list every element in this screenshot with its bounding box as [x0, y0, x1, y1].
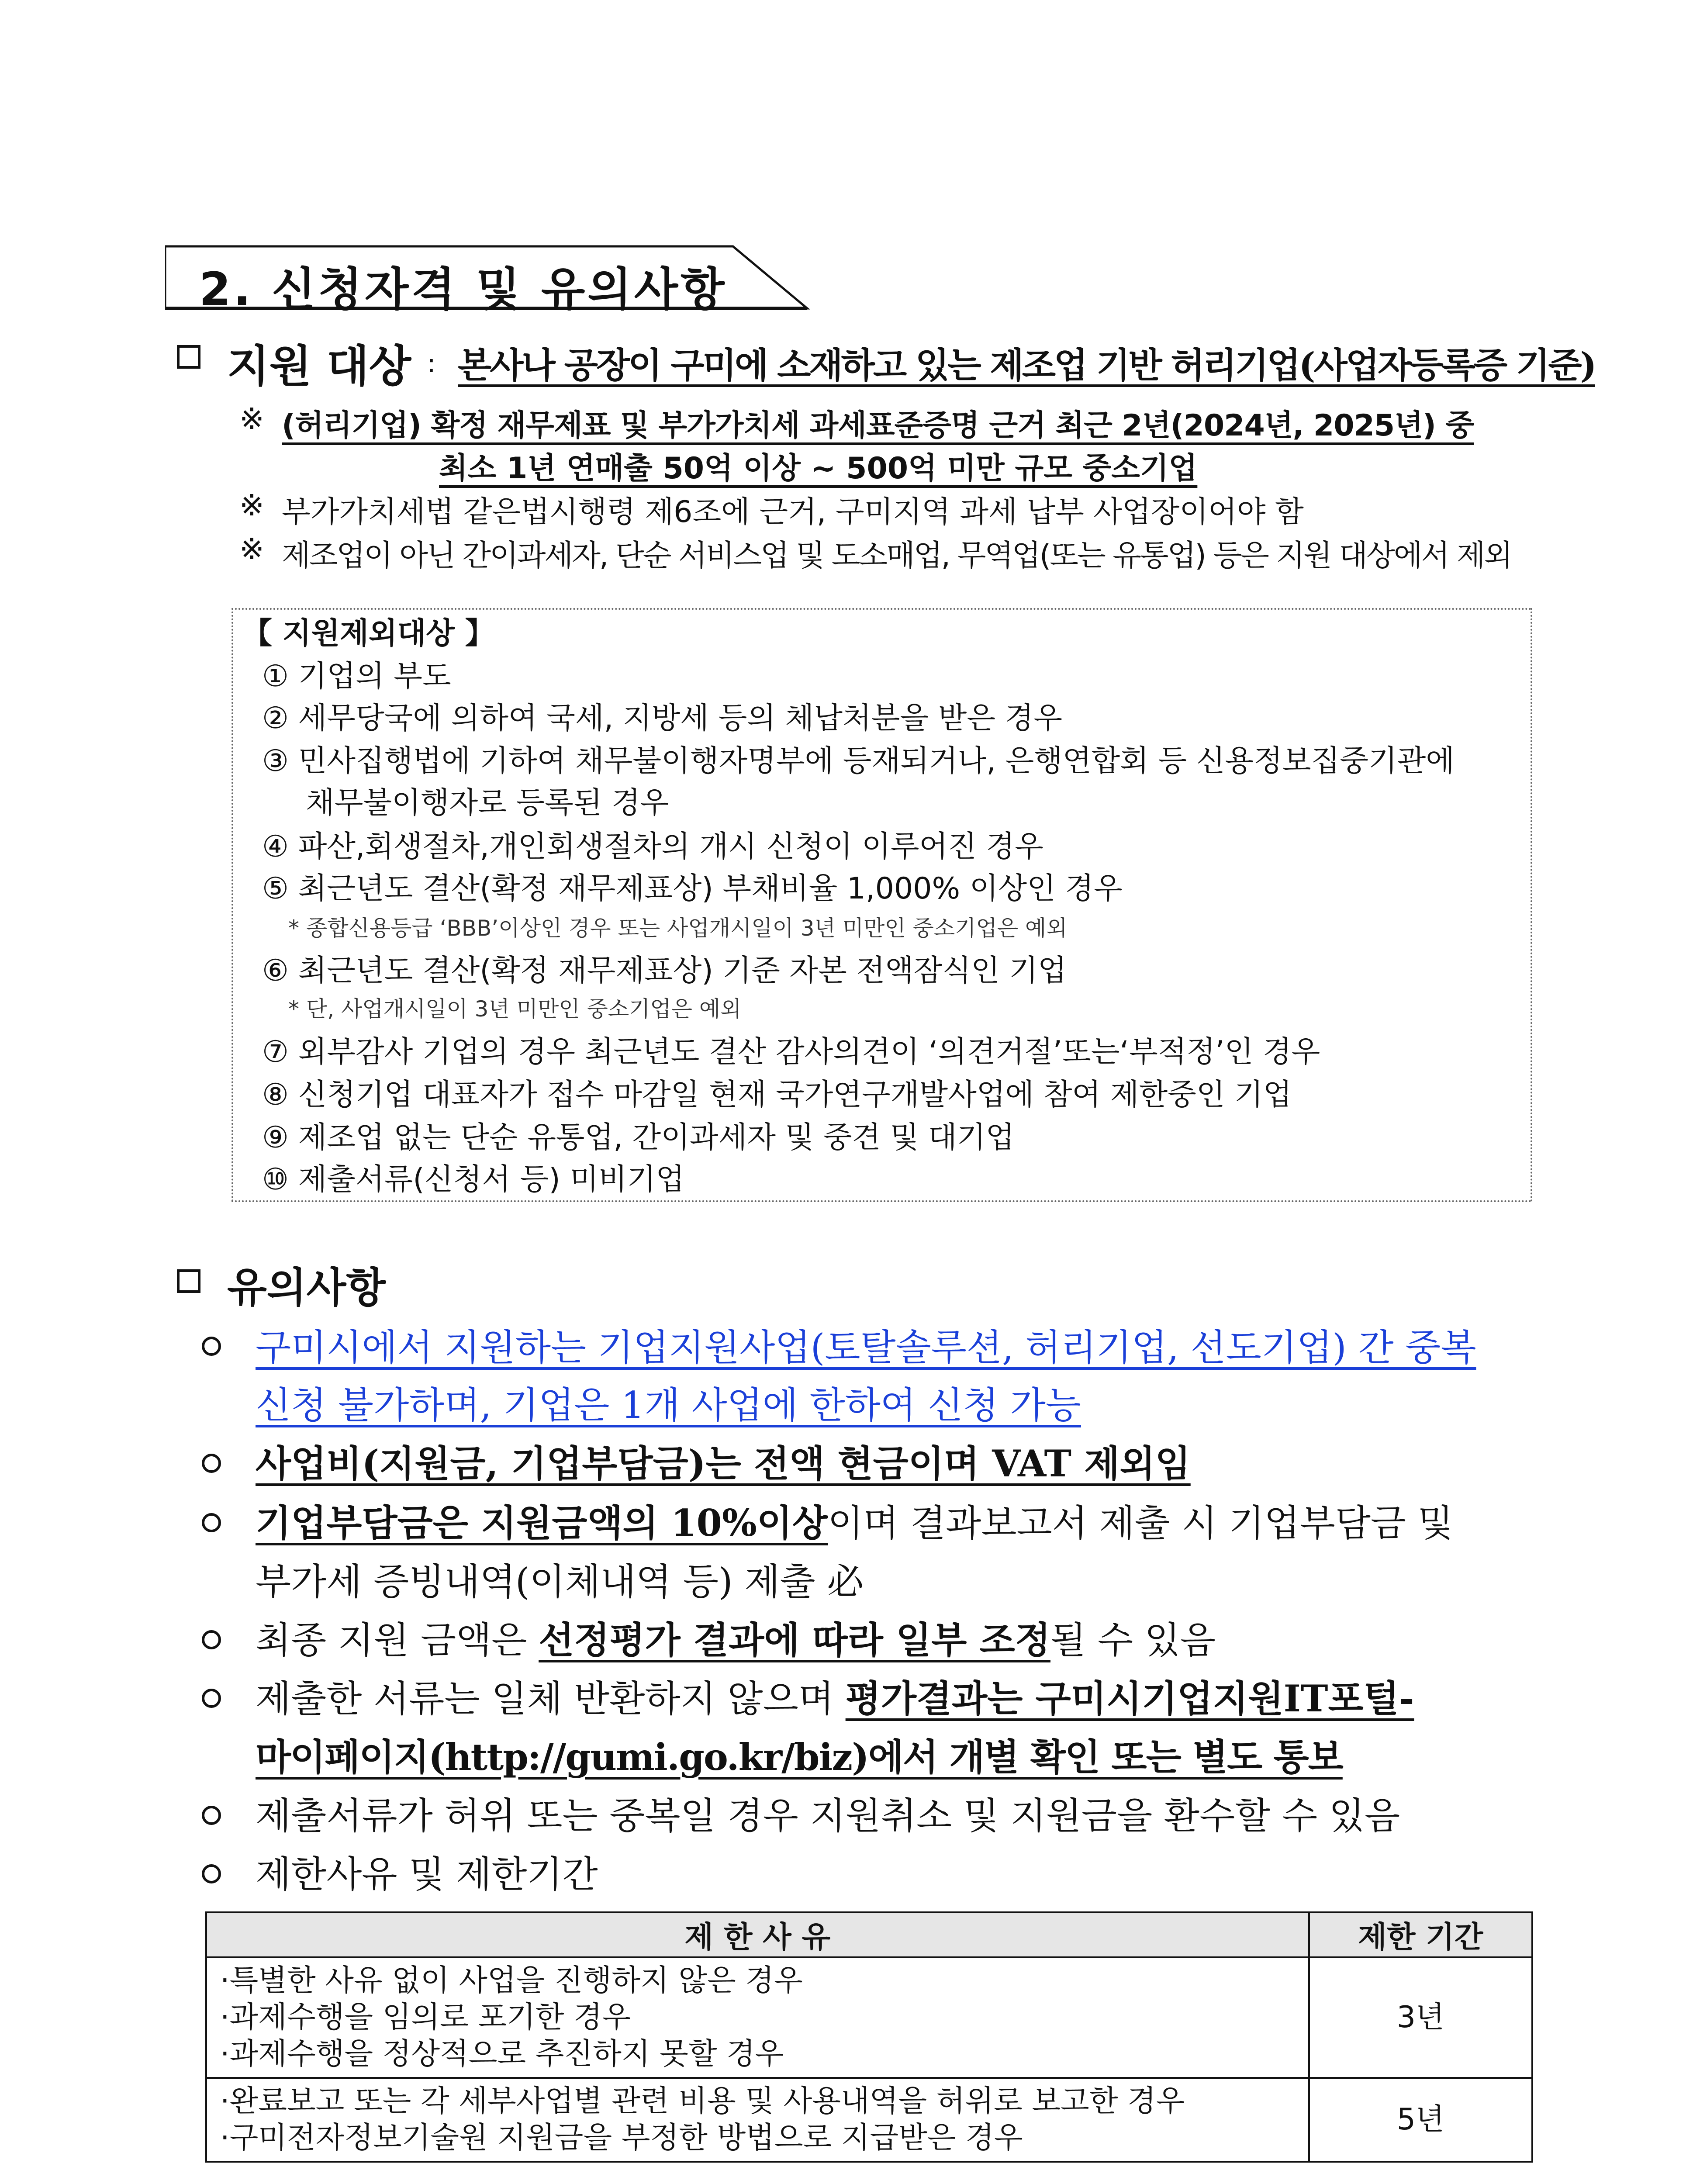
bullet-icon	[202, 1454, 221, 1473]
reason-line: ·구미전자정보기술원 지원금을 부정한 방법으로 지급받은 경우	[220, 2121, 1023, 2155]
target-checkbox	[177, 345, 200, 370]
notice-false-documents: 제출서류가 허위 또는 중복일 경우 지원취소 및 지원금을 환수할 수 있음	[256, 1794, 1400, 1837]
table-header-row	[206, 1912, 1532, 1957]
reason-cell	[206, 2078, 1309, 2162]
exclusion-item: ⑨ 제조업 없는 단순 유통업, 간이과세자 및 중견 및 대기업	[262, 1120, 1015, 1155]
exclusion-item: ③ 민사집행법에 기하여 채무불이행자명부에 등재되거나, 은행연합회 등 신용정보집중기관에	[262, 744, 1455, 778]
notice-duplicate-line2: 신청 불가하며, 기업은 1개 사업에 한하여 신청 가능	[256, 1384, 1081, 1427]
note-vat-law: 부가가치세법 같은법시행령 제6조에 근거, 구미지역 과세 납부 사업장이어야 함	[282, 495, 1304, 529]
notice-documents-line2: 마이페이지(http://gumi.go.kr/biz)에서 개별 확인 또는 별도 통보	[256, 1735, 1343, 1779]
exclusion-item: ⑤ 최근년도 결산(확정 재무제표상) 부채비율 1,000% 이상인 경우	[262, 871, 1123, 906]
bullet-icon	[202, 1337, 221, 1356]
exclusion-subnote: * 단, 사업개시일이 3년 미만인 중소기업은 예외	[288, 996, 742, 1022]
bullet-icon	[202, 1864, 221, 1883]
notice-company-share-line1: 기업부담금은 지원금액의 10%이상이며 결과보고서 제출 시 기업부담금 및	[256, 1501, 1453, 1545]
exclusion-item: ⑧ 신청기업 대표자가 접수 마감일 현재 국가연구개발사업에 참여 제한중인 기업	[262, 1078, 1292, 1112]
notice-heading: 유의사항	[227, 1264, 386, 1312]
target-heading: 지원 대상	[227, 341, 411, 392]
bullet-icon	[202, 1513, 221, 1532]
reason-cell	[206, 1957, 1309, 2078]
reason-line: ·특별한 사유 없이 사업을 진행하지 않은 경우	[220, 1963, 803, 1998]
section-title: 2. 신청자격 및 유의사항	[199, 263, 727, 316]
bullet-icon	[202, 1630, 221, 1649]
header-period: 제한 기간	[1309, 1912, 1532, 1957]
notice-documents-line1: 제출한 서류는 일체 반환하지 않으며 평가결과는 구미시기업지원IT포털-	[256, 1677, 1414, 1720]
notice-company-share-line2: 부가세 증빙내역(이체내역 등) 제출 必	[256, 1560, 864, 1603]
target-description: 본사나 공장이 구미에 소재하고 있는 제조업 기반 허리기업(사업자등록증 기준)	[458, 345, 1595, 386]
exclusion-item-continued: 채무불이행자로 등록된 경우	[306, 786, 669, 820]
section-header	[165, 245, 812, 316]
exclusion-subnote: * 종합신용등급 ‘BBB’이상인 경우 또는 사업개시일이 3년 미만인 중소기업은 예외	[288, 916, 1068, 941]
notice-cash-vat: 사업비(지원금, 기업부담금)는 전액 현금이며 VAT 제외임	[256, 1442, 1191, 1485]
exclusion-item: ⑥ 최근년도 결산(확정 재무제표상) 기준 자본 전액잠식인 기업	[262, 954, 1067, 988]
note-yearly-sales-line1: (허리기업) 확정 재무제표 및 부가가치세 과세표준증명 근거 최근 2년(2024년, 2025년) 중	[282, 408, 1474, 443]
exclusion-title: 【 지원제외대상 】	[242, 616, 495, 651]
bullet-icon	[202, 1806, 221, 1825]
exclusion-item: ① 기업의 부도	[262, 659, 451, 694]
reason-line: ·완료보고 또는 각 세부사업별 관련 비용 및 사용내역을 허위로 보고한 경우	[220, 2084, 1185, 2118]
restriction-table	[205, 1911, 1533, 2163]
reason-line: ·과제수행을 정상적으로 추진하지 못할 경우	[220, 2037, 784, 2071]
bullet-icon	[202, 1689, 221, 1708]
exclusion-item: ② 세무당국에 의하여 국세, 지방세 등의 체납처분을 받은 경우	[262, 701, 1063, 736]
note-mark: ※	[239, 402, 264, 436]
header-reason: 제 한 사 유	[206, 1912, 1309, 1957]
note-yearly-sales-line2: 최소 1년 연매출 50억 이상 ~ 500억 미만 규모 중소기업	[439, 451, 1198, 486]
notice-final-amount: 최종 지원 금액은 선정평가 결과에 따라 일부 조정될 수 있음	[256, 1618, 1216, 1662]
exclusion-item: ⑩ 제출서류(신청서 등) 미비기업	[262, 1162, 685, 1197]
notice-restriction-title: 제한사유 및 제한기간	[256, 1853, 598, 1896]
target-colon: :	[427, 349, 436, 378]
note-exclusion-types: 제조업이 아닌 간이과세자, 단순 서비스업 및 도소매업, 무역업(또는 유통업) 등은 지원 대상에서 제외	[282, 539, 1512, 573]
table-row	[206, 2078, 1532, 2162]
note-mark: ※	[239, 532, 264, 567]
period-cell: 3년	[1309, 1957, 1532, 2078]
notice-checkbox	[177, 1269, 200, 1295]
note-mark: ※	[239, 488, 264, 523]
table-row	[206, 1957, 1532, 2078]
notice-duplicate-line1: 구미시에서 지원하는 기업지원사업(토탈솔루션, 허리기업, 선도기업) 간 중복	[256, 1326, 1476, 1369]
exclusion-item: ④ 파산,회생절차,개인회생절차의 개시 신청이 이루어진 경우	[262, 829, 1043, 864]
exclusion-item: ⑦ 외부감사 기업의 경우 최근년도 결산 감사의견이 ‘의견거절’또는‘부적정’인 경우	[262, 1035, 1320, 1069]
reason-line: ·과제수행을 임의로 포기한 경우	[220, 2000, 631, 2035]
period-cell: 5년	[1309, 2078, 1532, 2162]
